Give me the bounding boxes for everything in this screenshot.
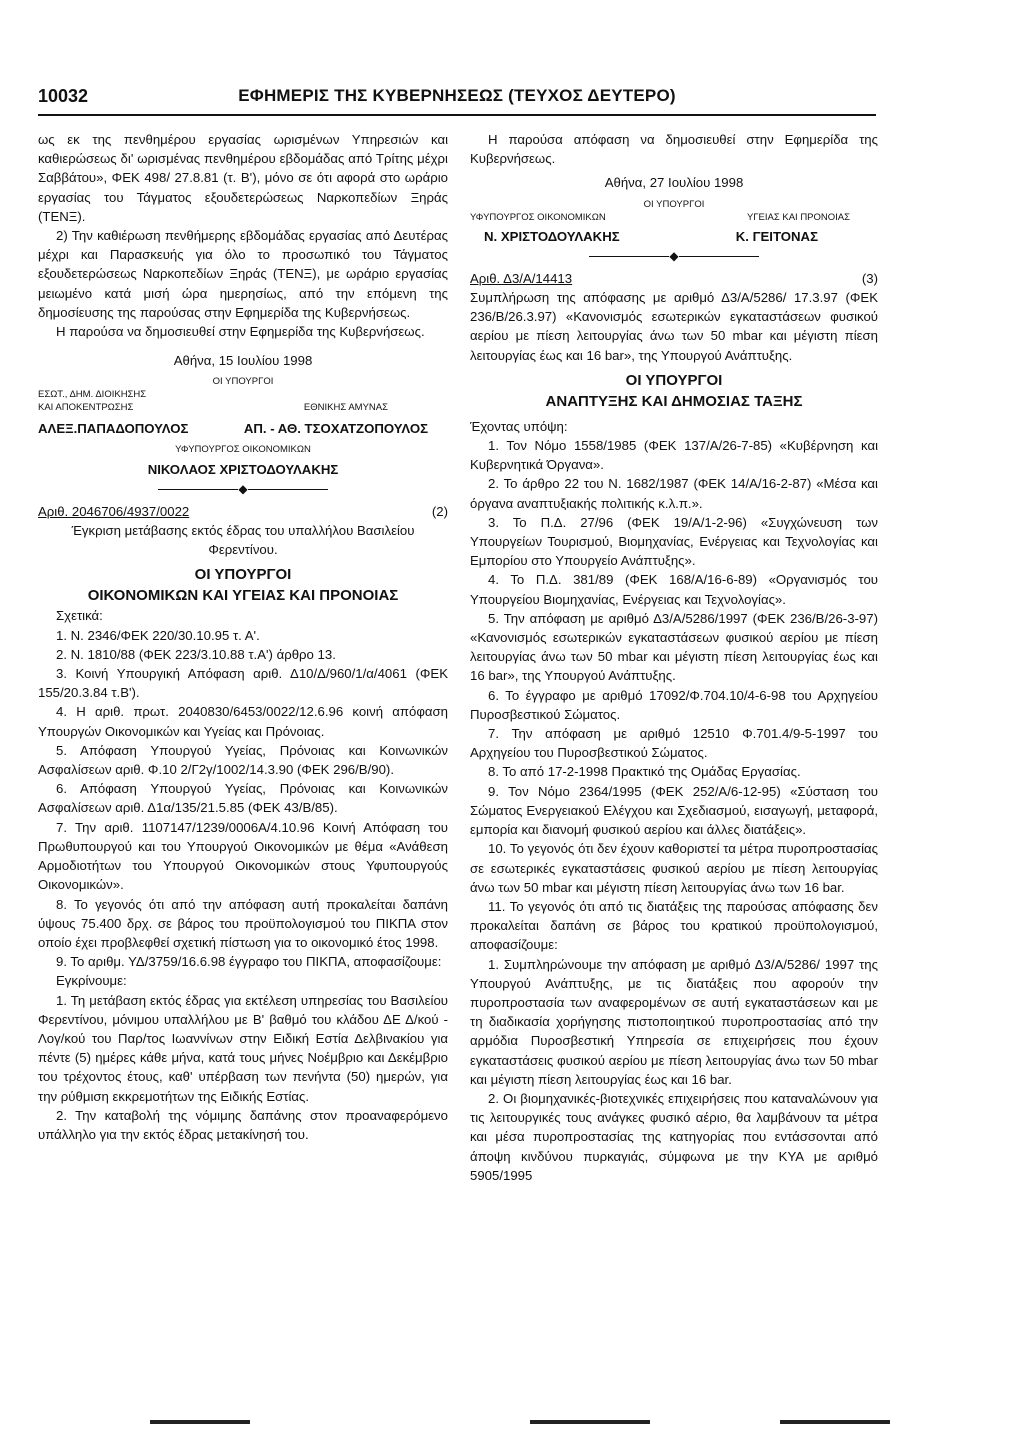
considering-item: 11. Το γεγονός ότι από τις διατάξεις της παρούσας απόφασης δεν προκαλείται δαπάνη σε βάρος του κρατικού προϋπολογισμού, αποφασίζουμε: xyxy=(470,898,878,953)
decision-2-title: Έγκριση μετάβασης εκτός έδρας του υπαλλήλου Βασιλείου Φερεντίνου. xyxy=(71,523,415,558)
right-sig1-title: ΥΦΥΠΟΥΡΓΟΣ ΟΙΚΟΝΟΜΙΚΩΝ xyxy=(470,211,606,223)
left-signature-titles xyxy=(38,388,448,414)
sig1-name: ΑΛΕΞ.ΠΑΠΑΔΟΠΟΥΛΟΣ xyxy=(38,421,189,437)
decision-3-ref xyxy=(470,269,878,288)
right-sig2-title: ΥΓΕΙΑΣ ΚΑΙ ΠΡΟΝΟΙΑΣ xyxy=(746,211,850,223)
decision-item: 1. Τη μετάβαση εκτός έδρας για εκτέλεση υπηρεσίας του Βασιλείου Φερεντίνου, μόνιμου υπαλλήλου με Β' βαθμό του κλάδου ΔΕ Δ/κού - Λογ/κού του Παρ/τος Ιωαννίνων στην Ειδική Εστία Δελβινακίου για πέντε (5) ημέρες κάθε μήνα, κατά τους μήνες Νοέμβριο και Δεκέμβριο του τρέχοντος έτους, καθ' υπέρβαση των πενήντα (50) ημερών, για την ρύθμιση εκκρεμοτήτων της Ειδικής Εστίας. xyxy=(38,992,448,1104)
left-paragraph-2: 2) Την καθιέρωση πενθήμερης εβδομάδας εργασίας από Δευτέρας μέχρι και Παρασκευής για όλο το προσωπικό του Τάγματος εξουδετερώσεως Ναρκοπεδίων Ξηράς (ΤΕΝΞ), με ωράριο εργασίας μειωμένο κατά μισή ώρα ημερησίως, από την επόμενη της δημοσίευσης της παρούσας στην Εφημερίδα της Κυβερνήσεως. xyxy=(38,228,448,320)
considering-item: 6. Το έγγραφο με αριθμό 17092/Φ.704.10/4-6-98 του Αρχηγείου Πυροσβεστικού Σώματος. xyxy=(470,687,878,722)
separator: ◆ xyxy=(38,482,448,496)
decision-3-index: (3) xyxy=(861,270,878,286)
decision-2-ref xyxy=(38,502,448,521)
left-ministers-label: ΟΙ ΥΠΟΥΡΓΟΙ xyxy=(212,376,274,388)
right-signature-titles xyxy=(470,211,878,224)
sig1-title: ΕΣΩΤ., ΔΗΜ. ΔΙΟΙΚΗΣΗΣ ΚΑΙ ΑΠΟΚΕΝΤΡΩΣΗΣ xyxy=(38,389,147,414)
related-item: 3. Κοινή Υπουργική Απόφαση αριθ. Δ10/Δ/960/1/α/4061 (ΦΕΚ 155/20.3.84 τ.Β'). xyxy=(38,666,448,701)
considering-item: 3. Το Π.Δ. 27/96 (ΦΕΚ 19/Α/1-2-96) «Συγχώνευση των Υπουργείων Τουρισμού, Βιομηχανίας, Ενέργειας και Τεχνολογίας και Εμπορίου στο Υπουργείο Ανάπτυξης». xyxy=(470,514,878,569)
decision-item: 1. Συμπληρώνουμε την απόφαση με αριθμό Δ3/Α/5286/ 1997 της Υπουργού Ανάπτυξης, με τις διατάξεις που αφορούν την πυροπροστασία των αναφερομένων σε αυτή εγκαταστάσεων και με τη διαδικασία χορήγησης πιστοποιητικού πυροπροστασίας από την αρμόδια Πυροσβεστική Υπηρεσία σε επιχειρήσεις που έχουν εγκαταστάσεις φυσικού αερίου με πίεση λειτουργίας άνω των 50 mbar και μέγιστη πίεση λειτουργίας έως και 16 bar. xyxy=(470,956,878,1087)
decision-2-number: Αριθ. 2046706/4937/0022 xyxy=(38,503,190,519)
right-sig2-name: Κ. ΓΕΙΤΟΝΑΣ xyxy=(735,228,818,244)
scan-mark xyxy=(530,1420,650,1424)
decision-3-number: Αριθ. Δ3/Α/14413 xyxy=(470,270,573,286)
separator: ◆ xyxy=(470,249,878,263)
sig2-title: ΕΘΝΙΚΗΣ ΑΜΥΝΑΣ xyxy=(303,402,388,414)
approve-label: Εγκρίνουμε: xyxy=(56,973,127,989)
considering-label: Έχοντας υπόψη: xyxy=(470,418,568,434)
left-paragraph-3: Η παρούσα να δημοσιευθεί στην Εφημερίδα της Κυβερνήσεως. xyxy=(56,324,425,340)
considering-item: 1. Τον Νόμο 1558/1985 (ΦΕΚ 137/Α/26-7-85) «Κυβέρνηση και Κυβερνητικά Όργανα». xyxy=(470,438,878,473)
left-column xyxy=(38,130,448,1144)
page-header xyxy=(38,84,876,116)
sig2-name: ΑΠ. - ΑΘ. ΤΣΟΧΑΤΖΟΠΟΥΛΟΣ xyxy=(243,421,428,437)
right-ministers-label: ΟΙ ΥΠΟΥΡΓΟΙ xyxy=(643,198,705,210)
related-item: 5. Απόφαση Υπουργού Υγείας, Πρόνοιας και Κοινωνικών Ασφαλίσεων αριθ. Φ.10 2/Γ2γ/1002/14.3.90 (ΦΕΚ 296/Β/90). xyxy=(38,742,448,778)
decision-item: 2. Την καταβολή της νόμιμης δαπάνης στον προαναφερόμενο υπάλληλο για την εκτός έδρας μετακίνησή του. xyxy=(38,1107,448,1142)
considering-item: 2. Το άρθρο 22 του Ν. 1682/1987 (ΦΕΚ 14/Α/16-2-87) «Μέσα και όργανα αναπτυξιακής πολιτικής κ.λ.π.». xyxy=(470,476,878,511)
considering-item: 7. Την απόφαση με αριθμό 12510 Φ.701.4/9-5-1997 του Αρχηγείου του Πυροσβεστικού Σώματος. xyxy=(470,726,878,761)
considering-item: 8. Το από 17-2-1998 Πρακτικό της Ομάδας Εργασίας. xyxy=(488,764,801,780)
right-sig1-name: Ν. ΧΡΙΣΤΟΔΟΥΛΑΚΗΣ xyxy=(484,228,620,244)
related-item: 9. Το αριθμ. ΥΔ/3759/16.6.98 έγγραφο του ΠΙΚΠΑ, αποφασίζουμε: xyxy=(56,954,442,970)
sig3-title: ΥΦΥΠΟΥΡΓΟΣ ΟΙΚΟΝΟΜΙΚΩΝ xyxy=(175,443,311,455)
scan-mark xyxy=(780,1420,890,1424)
related-item: 2. Ν. 1810/88 (ΦΕΚ 223/3.10.88 τ.Α') άρθρο 13. xyxy=(56,646,336,662)
journal-title: ΕΦΗΜΕΡΙΣ ΤΗΣ ΚΥΒΕΡΝΗΣΕΩΣ (ΤΕΥΧΟΣ ΔΕΥΤΕΡΟ) xyxy=(238,86,676,105)
scan-mark xyxy=(150,1420,250,1424)
related-item: 8. Το γεγονός ότι από την απόφαση αυτή προκαλείται δαπάνη ύψους 75.400 δρχ. σε βάρος του προϋπολογισμού του ΠΙΚΠΑ στον οποίο έχει προβλεφθεί σχετική πίστωση για το οικονομικό έτος 1998. xyxy=(38,896,448,950)
related-item: 4. Η αριθ. πρωτ. 2040830/6453/0022/12.6.96 κοινή απόφαση Υπουργών Οικονομικών και Υγείας και Πρόνοιας. xyxy=(38,704,448,739)
sig3-name: ΝΙΚΟΛΑΟΣ ΧΡΙΣΤΟΔΟΥΛΑΚΗΣ xyxy=(147,461,339,477)
related-item: 1. Ν. 2346/ΦΕΚ 220/30.10.95 τ. Α'. xyxy=(56,627,260,643)
related-item: 7. Την αριθ. 1107147/1239/0006Α/4.10.96 Κοινή Απόφαση του Πρωθυπουργού και του Υπουργού Οικονομικών με θέμα «Ανάθεση Αρμοδιοτήτων του Υπουργού Οικονομικών στους Υφυπουργούς Οικονομικών». xyxy=(38,819,448,893)
related-item: 6. Απόφαση Υπουργού Υγείας, Πρόνοιας και Κοινωνικών Ασφαλίσεων αριθ. Δ1α/135/21.5.85 (ΦΕΚ 43/Β/85). xyxy=(38,781,448,816)
decision-item: 2. Οι βιομηχανικές-βιοτεχνικές επιχειρήσεις που καταναλώνουν για τις λειτουργικές τους ανάγκες φυσικό αέριο, θα λαμβάνουν τα μέτρα και μέσα πυροπροστασίας της κατηγορίας που εντάσσονται από άποψη κινδύνου πυρκαγιάς, σύμφωνα με την ΚΥΑ με αριθμό 5905/1995 xyxy=(470,1090,878,1183)
right-date: Αθήνα, 27 Ιουλίου 1998 xyxy=(604,175,744,191)
ministers-heading-3: ΟΙ ΥΠΟΥΡΓΟΙ xyxy=(625,371,723,389)
decision-2-index: (2) xyxy=(431,503,448,519)
ministries-heading-2: ΟΙΚΟΝΟΜΙΚΩΝ ΚΑΙ ΥΓΕΙΑΣ ΚΑΙ ΠΡΟΝΟΙΑΣ xyxy=(87,587,399,605)
left-date: Αθήνα, 15 Ιουλίου 1998 xyxy=(173,353,313,369)
considering-item: 5. Την απόφαση με αριθμό Δ3/Α/5286/1997 (ΦΕΚ 236/Β/26-3-97) «Κανονισμός εσωτερικών εγκαταστάσεων φυσικού αερίου με πίεση λειτουργίας άνω των 50 mbar και μέγιστη πίεση λειτουργίας έως και 16 bar», της Υπουργού Ανάπτυξης. xyxy=(470,610,878,684)
right-paragraph-1: Η παρούσα απόφαση να δημοσιευθεί στην Εφημερίδα της Κυβερνήσεως. xyxy=(470,132,878,167)
right-signature-names xyxy=(470,227,878,246)
considering-item: 9. Τον Νόμο 2364/1995 (ΦΕΚ 252/Α/6-12-95) «Σύσταση του Σώματος Ενεργειακού Ελέγχου και Σχεδιασμού, εισαγωγή, μεταφορά, εμπορία και διανομή φυσικού αερίου και άλλες διατάξεις». xyxy=(470,783,878,838)
considering-item: 10. Το γεγονός ότι δεν έχουν καθοριστεί τα μέτρα πυροπροστασίας σε εσωτερικές εγκαταστάσεις φυσικού αερίου με πίεση λειτουργίας άνω των 50 mbar και μέγιστη πίεση λειτουργίας άνω των 16 bar. xyxy=(470,841,878,895)
left-paragraph-1: ως εκ της πενθημέρου εργασίας ωρισμένων Υπηρεσιών και καθιερώσεως δι' ωρισμένας πενθημέρου εβδομάδας από Τρίτης μέχρι Σαββάτου», ΦΕΚ 498/ 27.8.81 (τ. Β'), μόνο σε ότι αφορά στο ωράριο εργασίας του Τάγματος εξουδετερώσεως Ναρκοπεδίων Ξηράς (ΤΕΝΞ). xyxy=(38,132,448,224)
decision-3-title: Συμπλήρωση της απόφασης με αριθμό Δ3/Α/5286/ 17.3.97 (ΦΕΚ 236/Β/26.3.97) «Κανονισμός εσωτερικών εγκαταστάσεων φυσικού αερίου με πίεση λειτουργίας άνω των 50 mbar και μέγιστη πίεση λειτουργίας έως και 16 bar», της Υπουργού Ανάπτυξης. xyxy=(470,290,878,363)
ministers-heading-2: ΟΙ ΥΠΟΥΡΓΟΙ xyxy=(194,566,292,584)
related-label: Σχετικά: xyxy=(56,608,103,624)
ministries-heading-3: ΑΝΑΠΤΥΞΗΣ ΚΑΙ ΔΗΜΟΣΙΑΣ ΤΑΞΗΣ xyxy=(545,392,803,410)
considering-item: 4. Το Π.Δ. 381/89 (ΦΕΚ 168/Α/16-6-89) «Οργανισμός του Υπουργείου Βιομηχανίας, Ενέργειας και Τεχνολογίας». xyxy=(470,572,878,607)
left-signature-names xyxy=(38,419,448,438)
page-number: 10032 xyxy=(38,86,89,106)
right-column xyxy=(470,130,878,1185)
